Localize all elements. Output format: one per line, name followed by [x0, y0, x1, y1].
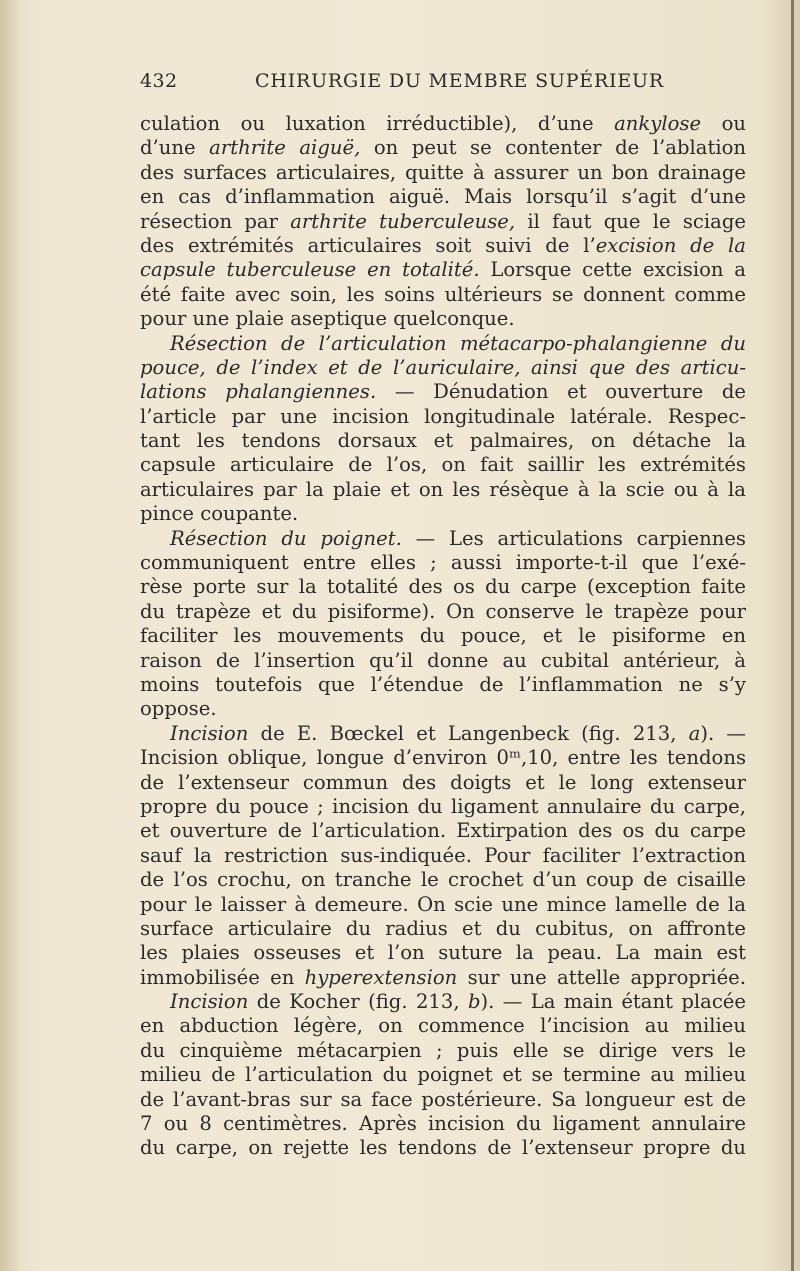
text-segment: on peut se contenter de l’ablation — [360, 136, 747, 160]
text-segment: du carpe, on rejette les tendons de l’extenseur propre du — [140, 1136, 746, 1160]
text-line — [140, 1039, 746, 1063]
text-segment: moins toutefois que l’étendue de l’inflammation ne s’y — [140, 672, 746, 696]
text-segment: de E. Bœckel et Langenbeck (fig. 213, — [248, 721, 689, 745]
text-segment: et ouverture de l’articulation. Extirpation des os du carpe — [140, 819, 746, 843]
text-line — [140, 697, 746, 721]
text-segment: des extrémités articulaires soit suivi de l’ — [140, 233, 596, 257]
text-line — [140, 136, 746, 160]
text-segment: pour une plaie aseptique quelconque. — [140, 307, 515, 331]
italic-text: arthrite tuberculeuse, — [290, 209, 516, 233]
text-segment: oppose. — [140, 697, 217, 721]
text-segment: du trapèze et du pisiforme). On conserve le trapèze pour — [140, 599, 746, 623]
text-segment: communiquent entre elles ; aussi importe-t-il que l’exé- — [140, 551, 746, 575]
italic-text: hyperextension — [304, 965, 458, 989]
text-line — [140, 112, 746, 136]
text-line — [140, 527, 746, 551]
text-segment: de l’os crochu, on tranche le crochet d’un coup de cisaille — [140, 868, 746, 892]
text-line — [140, 356, 746, 380]
text-line — [140, 478, 746, 502]
text-segment: résection par — [140, 209, 291, 233]
text-segment: ). — — [700, 721, 746, 745]
text-segment: — Dénudation et ouverture de — [376, 380, 746, 404]
italic-text: Incision — [170, 721, 249, 745]
text-segment: en abduction légère, on commence l’incision au milieu — [140, 1014, 746, 1038]
text-segment: ). — La main étant placée — [480, 990, 746, 1014]
text-segment: de l’avant-bras sur sa face postérieure. Sa longueur est de — [140, 1087, 746, 1111]
text-line — [140, 1112, 746, 1136]
text-line — [140, 283, 746, 307]
text-segment: milieu de l’articulation du poignet et se termine au milieu — [140, 1063, 746, 1087]
gutter-shadow — [0, 0, 22, 1271]
italic-text: capsule tuberculeuse en totalité. — [140, 258, 480, 282]
text-line — [140, 185, 746, 209]
text-segment: de Kocher (fig. 213, — [248, 990, 468, 1014]
text-line — [140, 893, 746, 917]
text-line — [140, 819, 746, 843]
italic-text: pouce, de l’index et de l’auriculaire, ainsi que des articu- — [140, 355, 746, 379]
text-line — [140, 990, 746, 1014]
text-line — [140, 600, 746, 624]
italic-text: Incision — [170, 990, 249, 1014]
text-segment: de l’extenseur commun des doigts et le long extenseur — [140, 770, 746, 794]
text-segment: du cinquième métacarpien ; puis elle se dirige vers le — [140, 1038, 746, 1062]
text-line — [140, 624, 746, 648]
text-segment: 7 ou 8 centimètres. Après incision du ligament annulaire — [140, 1112, 746, 1136]
text-segment: articulaires par la plaie et on les résèque à la scie ou à la — [140, 477, 746, 501]
text-segment: ou — [701, 112, 746, 135]
text-line — [140, 234, 746, 258]
italic-text: a — [688, 721, 701, 745]
text-line — [140, 258, 746, 282]
running-title: CHIRURGIE DU MEMBRE SUPÉRIEUR — [255, 70, 664, 92]
text-line — [140, 380, 746, 404]
text-segment: raison de l’insertion qu’il donne au cubital antérieur, à — [140, 648, 746, 672]
text-line — [140, 405, 746, 429]
text-line — [140, 722, 746, 746]
text-line — [140, 1014, 746, 1038]
text-line — [140, 1063, 746, 1087]
text-segment: culation ou luxation irréductible), d’une — [140, 112, 615, 135]
text-segment: des surfaces articulaires, quitte à assurer un bon drainage — [140, 160, 746, 184]
text-line — [140, 210, 746, 234]
italic-text: b — [467, 990, 481, 1014]
text-line — [140, 966, 746, 990]
text-line — [140, 868, 746, 892]
text-line — [140, 795, 746, 819]
text-segment: en cas d’inflammation aiguë. Mais lorsqu’il s’agit d’une — [140, 185, 746, 209]
text-segment: sur une attelle appropriée. — [457, 965, 746, 989]
text-segment: capsule articulaire de l’os, on fait saillir les extrémités — [140, 453, 746, 477]
text-line — [140, 332, 746, 356]
text-segment: immobilisée en — [140, 965, 305, 989]
text-segment: rèse porte sur la totalité des os du carpe (exception faite — [140, 575, 746, 599]
text-segment: d’une — [140, 136, 210, 160]
text-segment: surface articulaire du radius et du cubitus, on affronte — [140, 916, 746, 940]
text-segment: pince coupante. — [140, 502, 299, 526]
text-segment: il faut que le sciage — [515, 209, 746, 233]
italic-text: excision de la — [595, 233, 746, 257]
text-segment: les plaies osseuses et l’on suture la peau. La main est — [140, 941, 746, 965]
italic-text: lations phalangiennes. — [140, 380, 377, 404]
italic-text: arthrite aiguë, — [209, 136, 361, 160]
text-line — [140, 429, 746, 453]
page-edge — [791, 0, 794, 1271]
text-line — [140, 575, 746, 599]
page-number: 432 — [140, 70, 178, 92]
text-line — [140, 502, 746, 526]
text-segment: Lorsque cette excision a — [479, 258, 746, 282]
text-segment: été faite avec soin, les soins ultérieurs se donnent comme — [140, 282, 746, 306]
body-text — [140, 112, 746, 1161]
text-line — [140, 307, 746, 331]
text-segment: sauf la restriction sus-indiquée. Pour faciliter l’extraction — [140, 843, 746, 867]
text-segment: propre du pouce ; incision du ligament annulaire du carpe, — [140, 794, 746, 818]
text-line — [140, 453, 746, 477]
text-line — [140, 673, 746, 697]
text-segment: — Les articulations carpiennes — [401, 526, 746, 550]
text-line — [140, 1088, 746, 1112]
italic-text: ankylose — [614, 112, 702, 135]
text-segment: pour le laisser à demeure. On scie une mince lamelle de la — [140, 892, 746, 916]
text-line — [140, 941, 746, 965]
text-segment: tant les tendons dorsaux et palmaires, on détache la — [140, 429, 746, 453]
text-line — [140, 844, 746, 868]
text-line — [140, 649, 746, 673]
text-line — [140, 771, 746, 795]
running-head — [140, 70, 746, 96]
text-line — [140, 161, 746, 185]
text-line — [140, 746, 746, 770]
text-segment: Incision oblique, longue d’environ 0ᵐ,10, entre les tendons — [140, 746, 746, 770]
text-line — [140, 917, 746, 941]
text-segment: l’article par une incision longitudinale latérale. Respec- — [140, 404, 746, 428]
italic-text: Résection de l’articulation métacarpo-phalangienne du — [170, 331, 746, 355]
text-line — [140, 551, 746, 575]
text-line — [140, 1136, 746, 1160]
text-segment: faciliter les mouvements du pouce, et le pisiforme en — [140, 624, 746, 648]
italic-text: Résection du poignet. — [170, 526, 402, 550]
